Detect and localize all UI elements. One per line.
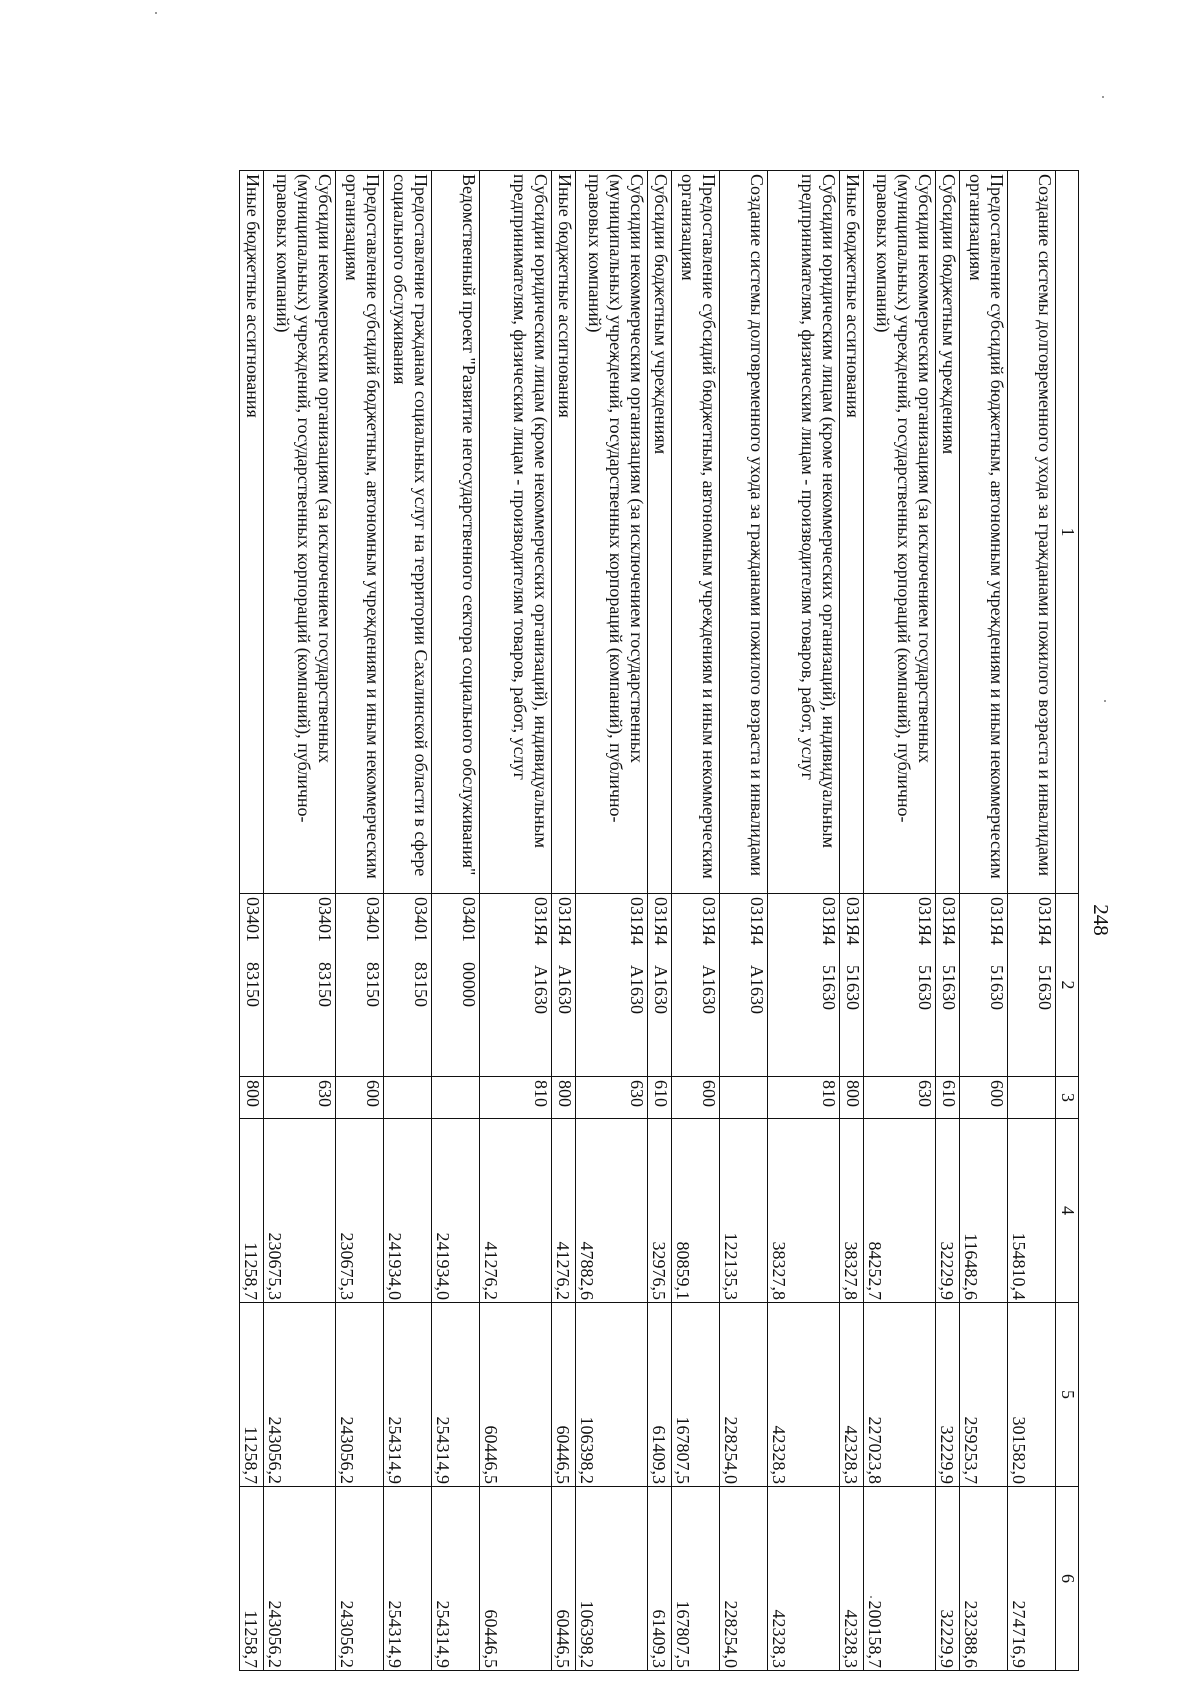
code-program: 031Я4 — [531, 897, 551, 946]
table-body — [240, 171, 1056, 1671]
row-name: Субсидии бюджетным учреждениям — [936, 171, 960, 894]
row-expense-type: 630 — [264, 1077, 336, 1119]
table-row — [864, 171, 936, 1671]
code-program: 031Я4 — [819, 897, 839, 946]
scan-speck — [1102, 96, 1104, 98]
code-program: 03401 — [459, 897, 479, 942]
row-expense-type: 600 — [336, 1077, 384, 1119]
row-amount-col-4: 116482,6 — [960, 1119, 1008, 1303]
header-col-4: 4 — [1056, 1119, 1079, 1303]
row-amount-col-6: 32229,9 — [936, 1487, 960, 1671]
row-target-code — [336, 894, 384, 1077]
code-program: 03401 — [315, 897, 335, 942]
row-amount-col-4: 32229,9 — [936, 1119, 960, 1303]
row-name: Иные бюджетные ассигнования — [552, 171, 576, 894]
row-name: Создание системы долговременного ухода за гражданами пожилого возраста и инвалидами — [720, 171, 768, 894]
scan-speck — [155, 12, 157, 14]
code-program: 031Я4 — [1035, 897, 1055, 946]
budget-table — [239, 170, 1079, 1671]
row-name: Ведомственный проект "Развитие негосударственного сектора социального обслуживания" — [432, 171, 480, 894]
row-amount-col-5: 32229,9 — [936, 1303, 960, 1487]
row-amount-col-6: 232388,6 — [960, 1487, 1008, 1671]
row-target-code — [264, 894, 336, 1077]
row-name: Создание системы долговременного ухода за гражданами пожилого возраста и инвалидами — [1008, 171, 1056, 894]
header-col-6: 6 — [1056, 1487, 1079, 1671]
header-col-3: 3 — [1056, 1077, 1079, 1119]
row-expense-type: 800 — [240, 1077, 264, 1119]
table-row — [336, 171, 384, 1671]
table-row — [552, 171, 576, 1671]
table-row — [240, 171, 264, 1671]
row-expense-type: 600 — [672, 1077, 720, 1119]
row-target-code — [840, 894, 864, 1077]
row-target-code — [240, 894, 264, 1077]
row-expense-type: 630 — [576, 1077, 648, 1119]
header-col-1: 1 — [1056, 171, 1079, 894]
code-program: 031Я4 — [843, 897, 863, 946]
row-name: Предоставление субсидий бюджетным, автономным учреждениям и иным некоммерческим организациям — [960, 171, 1008, 894]
row-amount-col-4: 230675,3 — [264, 1119, 336, 1303]
code-program: 031Я4 — [651, 897, 671, 946]
code-program: 031Я4 — [555, 897, 575, 946]
page-number: 248 — [1089, 904, 1113, 936]
row-amount-col-5: 301582,0 — [1008, 1303, 1056, 1487]
code-program: 031Я4 — [915, 897, 935, 946]
row-target-code — [768, 894, 840, 1077]
row-amount-col-5: 254314,9 — [432, 1303, 480, 1487]
row-amount-col-4: 154810,4 — [1008, 1119, 1056, 1303]
row-amount-col-5: 243056,2 — [336, 1303, 384, 1487]
code-direction: 51630 — [987, 965, 1007, 1011]
row-amount-col-4: 38327,8 — [768, 1119, 840, 1303]
row-amount-col-6: 42328,3 — [840, 1487, 864, 1671]
table-row — [264, 171, 336, 1671]
row-amount-col-4: 122135,3 — [720, 1119, 768, 1303]
row-amount-col-6: 106398,2 — [576, 1487, 648, 1671]
rotated-content — [89, 170, 1113, 1670]
table-row — [384, 171, 432, 1671]
row-amount-col-6: 243056,2 — [336, 1487, 384, 1671]
row-name: Иные бюджетные ассигнования — [240, 171, 264, 894]
row-amount-col-5: 167807,5 — [672, 1303, 720, 1487]
row-name: Предоставление субсидий бюджетным, автономным учреждениям и иным некоммерческим организациям — [336, 171, 384, 894]
row-expense-type — [1008, 1077, 1056, 1119]
header-row — [1056, 171, 1079, 1671]
row-amount-col-6: 254314,9 — [432, 1487, 480, 1671]
row-amount-col-6: 61409,3 — [648, 1487, 672, 1671]
row-name: Иные бюджетные ассигнования — [840, 171, 864, 894]
row-amount-col-4: 241934,0 — [384, 1119, 432, 1303]
code-direction: 51630 — [939, 965, 959, 1011]
row-amount-col-5: 106398,2 — [576, 1303, 648, 1487]
header-col-5: 5 — [1056, 1303, 1079, 1487]
row-expense-type: 610 — [936, 1077, 960, 1119]
code-direction: 83150 — [243, 962, 263, 1007]
header-col-2: 2 — [1056, 894, 1079, 1077]
row-name: Субсидии некоммерческим организациям (за исключением государственных (муниципальных) учреждений, государственных корпораций (компаний), публично-правовых компаний) — [576, 171, 648, 894]
code-program: 031Я4 — [747, 897, 767, 946]
row-amount-col-6: 11258,7 — [240, 1487, 264, 1671]
row-target-code — [1008, 894, 1056, 1077]
row-amount-col-5: 42328,3 — [768, 1303, 840, 1487]
table-row — [720, 171, 768, 1671]
code-direction: 83150 — [363, 962, 383, 1007]
scan-speck — [870, 1596, 872, 1598]
row-target-code — [480, 894, 552, 1077]
row-amount-col-6: 60446,5 — [480, 1487, 552, 1671]
row-name: Субсидии юридическим лицам (кроме некоммерческих организаций), индивидуальным предпринимателям, физическим лицам - производителям товаров, работ, услуг — [480, 171, 552, 894]
table-row — [576, 171, 648, 1671]
code-direction: 00000 — [459, 962, 479, 1007]
row-amount-col-4: 38327,8 — [840, 1119, 864, 1303]
code-program: 031Я4 — [939, 897, 959, 946]
row-amount-col-4: 80859,1 — [672, 1119, 720, 1303]
row-expense-type: 810 — [768, 1077, 840, 1119]
row-expense-type: 630 — [864, 1077, 936, 1119]
row-amount-col-4: 41276,2 — [552, 1119, 576, 1303]
code-direction: 51630 — [915, 965, 935, 1011]
row-amount-col-6: 60446,5 — [552, 1487, 576, 1671]
row-amount-col-5: 60446,5 — [480, 1303, 552, 1487]
row-amount-col-4: 84252,7 — [864, 1119, 936, 1303]
row-target-code — [432, 894, 480, 1077]
code-direction: 83150 — [315, 962, 335, 1007]
table-row — [672, 171, 720, 1671]
row-target-code — [648, 894, 672, 1077]
row-amount-col-4: 32976,5 — [648, 1119, 672, 1303]
code-program: 031Я4 — [699, 897, 719, 946]
code-direction: 51630 — [819, 965, 839, 1011]
code-direction: 83150 — [411, 962, 431, 1007]
row-name: Субсидии некоммерческим организациям (за исключением государственных (муниципальных) учреждений, государственных корпораций (компаний), публично-правовых компаний) — [264, 171, 336, 894]
row-amount-col-5: 60446,5 — [552, 1303, 576, 1487]
row-target-code — [384, 894, 432, 1077]
row-name: Предоставление субсидий бюджетным, автономным учреждениям и иным некоммерческим организациям — [672, 171, 720, 894]
table-row — [1008, 171, 1056, 1671]
row-expense-type — [720, 1077, 768, 1119]
row-amount-col-5: 227023,8 — [864, 1303, 936, 1487]
row-amount-col-6: 167807,5 — [672, 1487, 720, 1671]
row-target-code — [864, 894, 936, 1077]
code-direction: А1630 — [747, 965, 767, 1015]
row-amount-col-4: 47882,6 — [576, 1119, 648, 1303]
row-expense-type — [384, 1077, 432, 1119]
row-target-code — [960, 894, 1008, 1077]
code-direction: А1630 — [555, 965, 575, 1015]
row-amount-col-6: 42328,3 — [768, 1487, 840, 1671]
code-program: 03401 — [363, 897, 383, 942]
row-expense-type: 610 — [648, 1077, 672, 1119]
code-program: 03401 — [411, 897, 431, 942]
row-target-code — [672, 894, 720, 1077]
code-direction: 51630 — [843, 965, 863, 1011]
code-direction: А1630 — [531, 965, 551, 1015]
row-amount-col-4: 241934,0 — [432, 1119, 480, 1303]
code-program: 031Я4 — [987, 897, 1007, 946]
code-direction: 51630 — [1035, 965, 1055, 1011]
row-amount-col-4: 230675,3 — [336, 1119, 384, 1303]
row-target-code — [720, 894, 768, 1077]
code-program: 03401 — [243, 897, 263, 942]
code-direction: А1630 — [627, 965, 647, 1015]
row-expense-type: 800 — [840, 1077, 864, 1119]
row-name: Предоставление гражданам социальных услуг на территории Сахалинской области в сфере социального обслуживания — [384, 171, 432, 894]
table-row — [936, 171, 960, 1671]
row-target-code — [552, 894, 576, 1077]
code-direction: А1630 — [699, 965, 719, 1015]
row-amount-col-6: 228254,0 — [720, 1487, 768, 1671]
row-target-code — [576, 894, 648, 1077]
row-target-code — [936, 894, 960, 1077]
scan-speck — [1104, 700, 1106, 702]
table-row — [768, 171, 840, 1671]
row-expense-type: 800 — [552, 1077, 576, 1119]
row-amount-col-5: 42328,3 — [840, 1303, 864, 1487]
code-program: 031Я4 — [627, 897, 647, 946]
row-name: Субсидии бюджетным учреждениям — [648, 171, 672, 894]
row-expense-type: 600 — [960, 1077, 1008, 1119]
row-amount-col-6: 243056,2 — [264, 1487, 336, 1671]
table-row — [840, 171, 864, 1671]
code-direction: А1630 — [651, 965, 671, 1015]
row-amount-col-5: 61409,3 — [648, 1303, 672, 1487]
row-amount-col-5: 243056,2 — [264, 1303, 336, 1487]
row-amount-col-6: 274716,9 — [1008, 1487, 1056, 1671]
row-amount-col-6: 200158,7 — [864, 1487, 936, 1671]
row-expense-type: 810 — [480, 1077, 552, 1119]
table-row — [432, 171, 480, 1671]
row-amount-col-5: 11258,7 — [240, 1303, 264, 1487]
row-amount-col-4: 11258,7 — [240, 1119, 264, 1303]
table-row — [480, 171, 552, 1671]
row-amount-col-6: 254314,9 — [384, 1487, 432, 1671]
table-row — [648, 171, 672, 1671]
row-name: Субсидии некоммерческим организациям (за исключением государственных (муниципальных) учреждений, государственных корпораций (компаний), публично-правовых компаний) — [864, 171, 936, 894]
row-expense-type — [432, 1077, 480, 1119]
table-row — [960, 171, 1008, 1671]
row-amount-col-5: 228254,0 — [720, 1303, 768, 1487]
row-amount-col-4: 41276,2 — [480, 1119, 552, 1303]
row-name: Субсидии юридическим лицам (кроме некоммерческих организаций), индивидуальным предпринимателям, физическим лицам - производителям товаров, работ, услуг — [768, 171, 840, 894]
row-amount-col-5: 259253,7 — [960, 1303, 1008, 1487]
row-amount-col-5: 254314,9 — [384, 1303, 432, 1487]
